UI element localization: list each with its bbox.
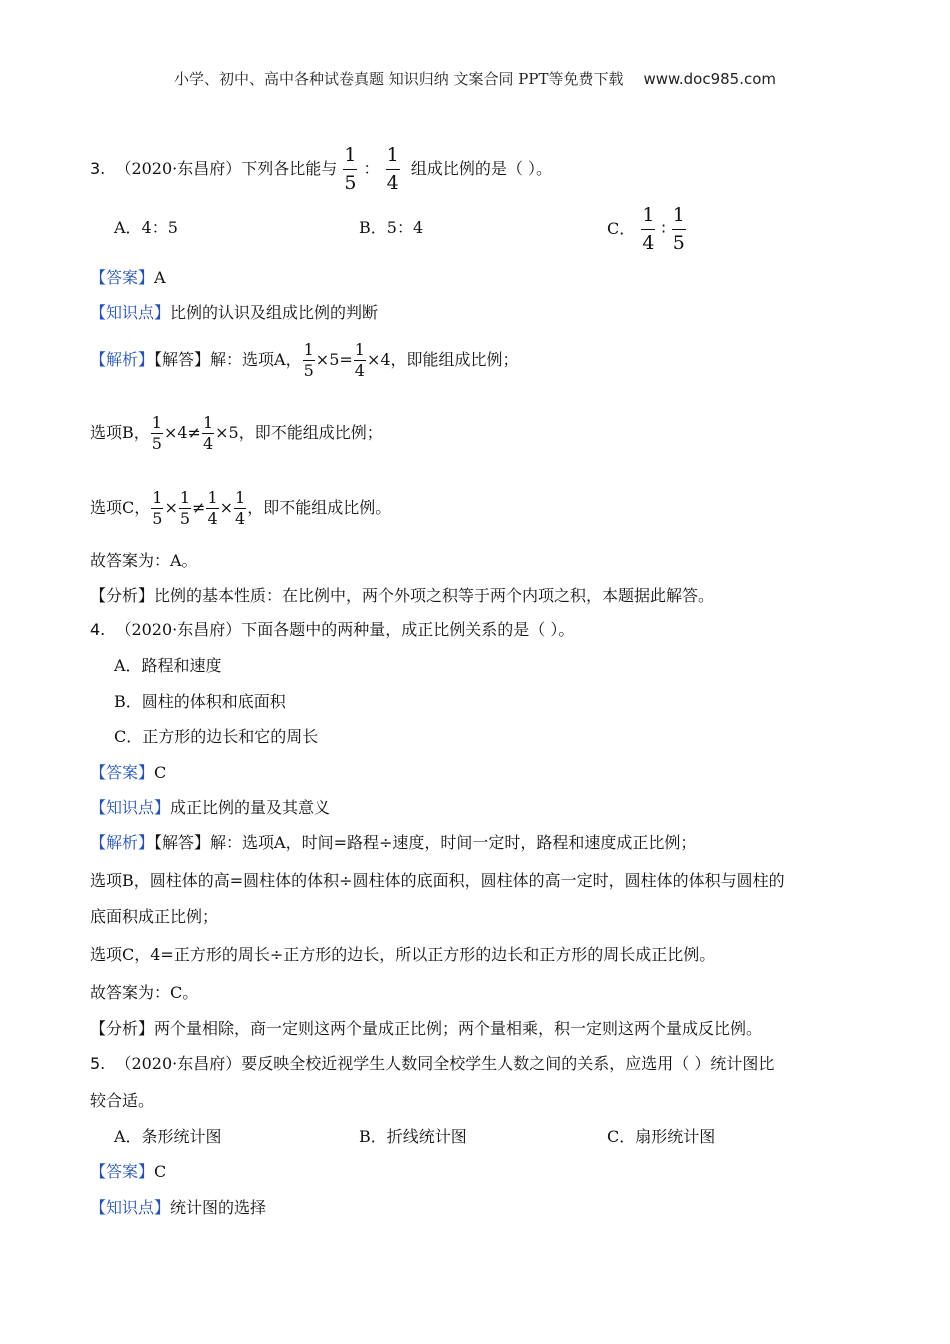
knowledge-tag: 【知识点】 <box>90 798 171 817</box>
q3-option-c-label: C． <box>607 219 636 238</box>
q3-l1-fraction-1: $\frac{1}{5}$ <box>303 340 314 380</box>
q3-l2-tail: ×5，即不能组成比例； <box>215 423 383 442</box>
q3-option-c-fraction-1: $\frac{1}{4}$ <box>642 204 655 254</box>
knowledge-tag: 【知识点】 <box>90 303 171 322</box>
q4-option-c: C．正方形的边长和它的周长 <box>114 727 319 746</box>
knowledge-tag: 【知识点】 <box>90 1198 171 1217</box>
q5-answer <box>90 1162 166 1182</box>
q4-text: （2020·东昌府）下面各题中的两种量，成正比例关系的是（ ）。 <box>115 620 575 639</box>
q3-analysis-line-3 <box>90 486 391 530</box>
q3-l2-pre: 选项B， <box>90 423 150 442</box>
discuss-tag: 【分析】 <box>90 586 155 605</box>
q3-l1-mid: ×5= <box>315 350 353 369</box>
q3-l3-fraction-4: $\frac{1}{4}$ <box>235 488 246 528</box>
q4-knowledge <box>90 798 330 818</box>
q4-analysis-line-4: 选项C，4=正方形的周长÷正方形的边长，所以正方形的边长和正方形的周长成正比例。 <box>90 945 716 964</box>
solution-tag: 【解答】 <box>154 833 211 852</box>
page-header <box>0 68 950 89</box>
q5-answer-value: C <box>154 1162 167 1181</box>
q4-answer-value: C <box>154 763 167 782</box>
q3-l2-fraction-1: $\frac{1}{5}$ <box>151 413 162 453</box>
q3-l3-tail: ，即不能组成比例。 <box>247 498 392 517</box>
header-url[interactable]: www.doc985.com <box>643 70 777 88</box>
q4-option-a: A．路程和速度 <box>114 656 222 675</box>
q3-discuss-text: 比例的基本性质：在比例中，两个外项之积等于两个内项之积，本题据此解答。 <box>154 586 715 605</box>
q4-discuss-text: 两个量相除，商一定则这两个量成正比例；两个量相乘，积一定则这两个量成反比例。 <box>154 1019 763 1038</box>
q5-option-c: C．扇形统计图 <box>607 1127 716 1146</box>
q3-number: 3. <box>90 159 106 178</box>
q4-stem <box>90 620 574 640</box>
q4-option-b: B．圆柱的体积和底面积 <box>114 692 286 711</box>
q5-text: （2020·东昌府）要反映全校近视学生人数同全校学生人数之间的关系，应选用（ ）统计图比 <box>115 1054 775 1073</box>
solution-tag: 【解答】 <box>154 350 211 369</box>
header-text: 小学、初中、高中各种试卷真题 知识归纳 文案合同 PPT等免费下载 <box>173 70 624 88</box>
q5-number: 5. <box>90 1054 106 1073</box>
q3-l1-tail: ×4，即能组成比例； <box>366 350 519 369</box>
q3-analysis-line-1 <box>90 338 519 382</box>
q3-l3-fraction-1: $\frac{1}{5}$ <box>152 488 163 528</box>
q3-l3-pre: 选项C， <box>90 498 151 517</box>
q3-answer-value: A <box>154 268 166 287</box>
q4-analysis-line-3: 底面积成正比例； <box>90 907 219 926</box>
q3-answer <box>90 268 166 288</box>
q3-l3-times-2: × <box>219 498 234 517</box>
analysis-tag: 【解析】 <box>90 833 155 852</box>
q4-answer <box>90 763 166 783</box>
q3-colon: ： <box>363 159 380 178</box>
q3-option-a: A．4：5 <box>114 218 178 237</box>
q3-tail: 组成比例的是（ ）。 <box>410 159 552 178</box>
q5-stem-line-2: 较合适。 <box>90 1091 155 1110</box>
q3-source: （2020·东昌府）下列各比能与 <box>115 159 338 178</box>
q4-knowledge-text: 成正比例的量及其意义 <box>170 798 331 817</box>
q3-l1-pre: 解：选项A， <box>210 350 302 369</box>
q3-l3-fraction-2: $\frac{1}{5}$ <box>179 488 191 528</box>
q3-fraction-2: $\frac{1}{4}$ <box>386 144 399 194</box>
q3-fraction-1: $\frac{1}{5}$ <box>344 144 357 194</box>
q4-number: 4. <box>90 620 106 639</box>
answer-tag: 【答案】 <box>90 763 155 782</box>
q3-l3-fraction-3: $\frac{1}{4}$ <box>207 488 218 528</box>
answer-tag: 【答案】 <box>90 268 155 287</box>
q3-l2-fraction-2: $\frac{1}{4}$ <box>202 413 214 453</box>
q3-l3-not-equal: ≠ <box>192 498 206 517</box>
q3-option-b: B．5：4 <box>359 218 424 237</box>
q3-stem <box>90 146 552 193</box>
q5-knowledge-text: 统计图的选择 <box>170 1198 267 1217</box>
q4-l1: 解：选项A，时间=路程÷速度，时间一定时，路程和速度成正比例； <box>210 833 697 852</box>
q3-option-c <box>607 206 687 253</box>
q3-knowledge <box>90 303 378 323</box>
q3-l1-fraction-2: $\frac{1}{4}$ <box>354 340 365 380</box>
q5-option-b: B．折线统计图 <box>359 1127 467 1146</box>
q4-result: 故答案为：C。 <box>90 983 199 1002</box>
q3-l3-times-1: × <box>164 498 178 517</box>
q3-option-c-fraction-2: $\frac{1}{5}$ <box>672 204 685 254</box>
analysis-tag: 【解析】 <box>90 350 155 369</box>
q3-l2-mid: ×4≠ <box>163 423 201 442</box>
discuss-tag: 【分析】 <box>90 1019 155 1038</box>
q5-stem <box>90 1054 774 1074</box>
q5-option-a: A．条形统计图 <box>114 1127 222 1146</box>
q5-knowledge <box>90 1198 266 1218</box>
answer-tag: 【答案】 <box>90 1162 155 1181</box>
q3-option-c-colon: ∶ <box>661 219 666 238</box>
q4-analysis-line-2: 选项B，圆柱体的高=圆柱体的体积÷圆柱体的底面积，圆柱体的高一定时，圆柱体的体积与圆柱的 <box>90 871 785 890</box>
q4-discuss <box>90 1019 762 1039</box>
q3-result: 故答案为：A。 <box>90 551 198 570</box>
q3-analysis-line-2 <box>90 411 383 455</box>
q3-discuss <box>90 586 714 606</box>
q4-analysis-line-1 <box>90 833 696 853</box>
q3-knowledge-text: 比例的认识及组成比例的判断 <box>170 303 379 322</box>
